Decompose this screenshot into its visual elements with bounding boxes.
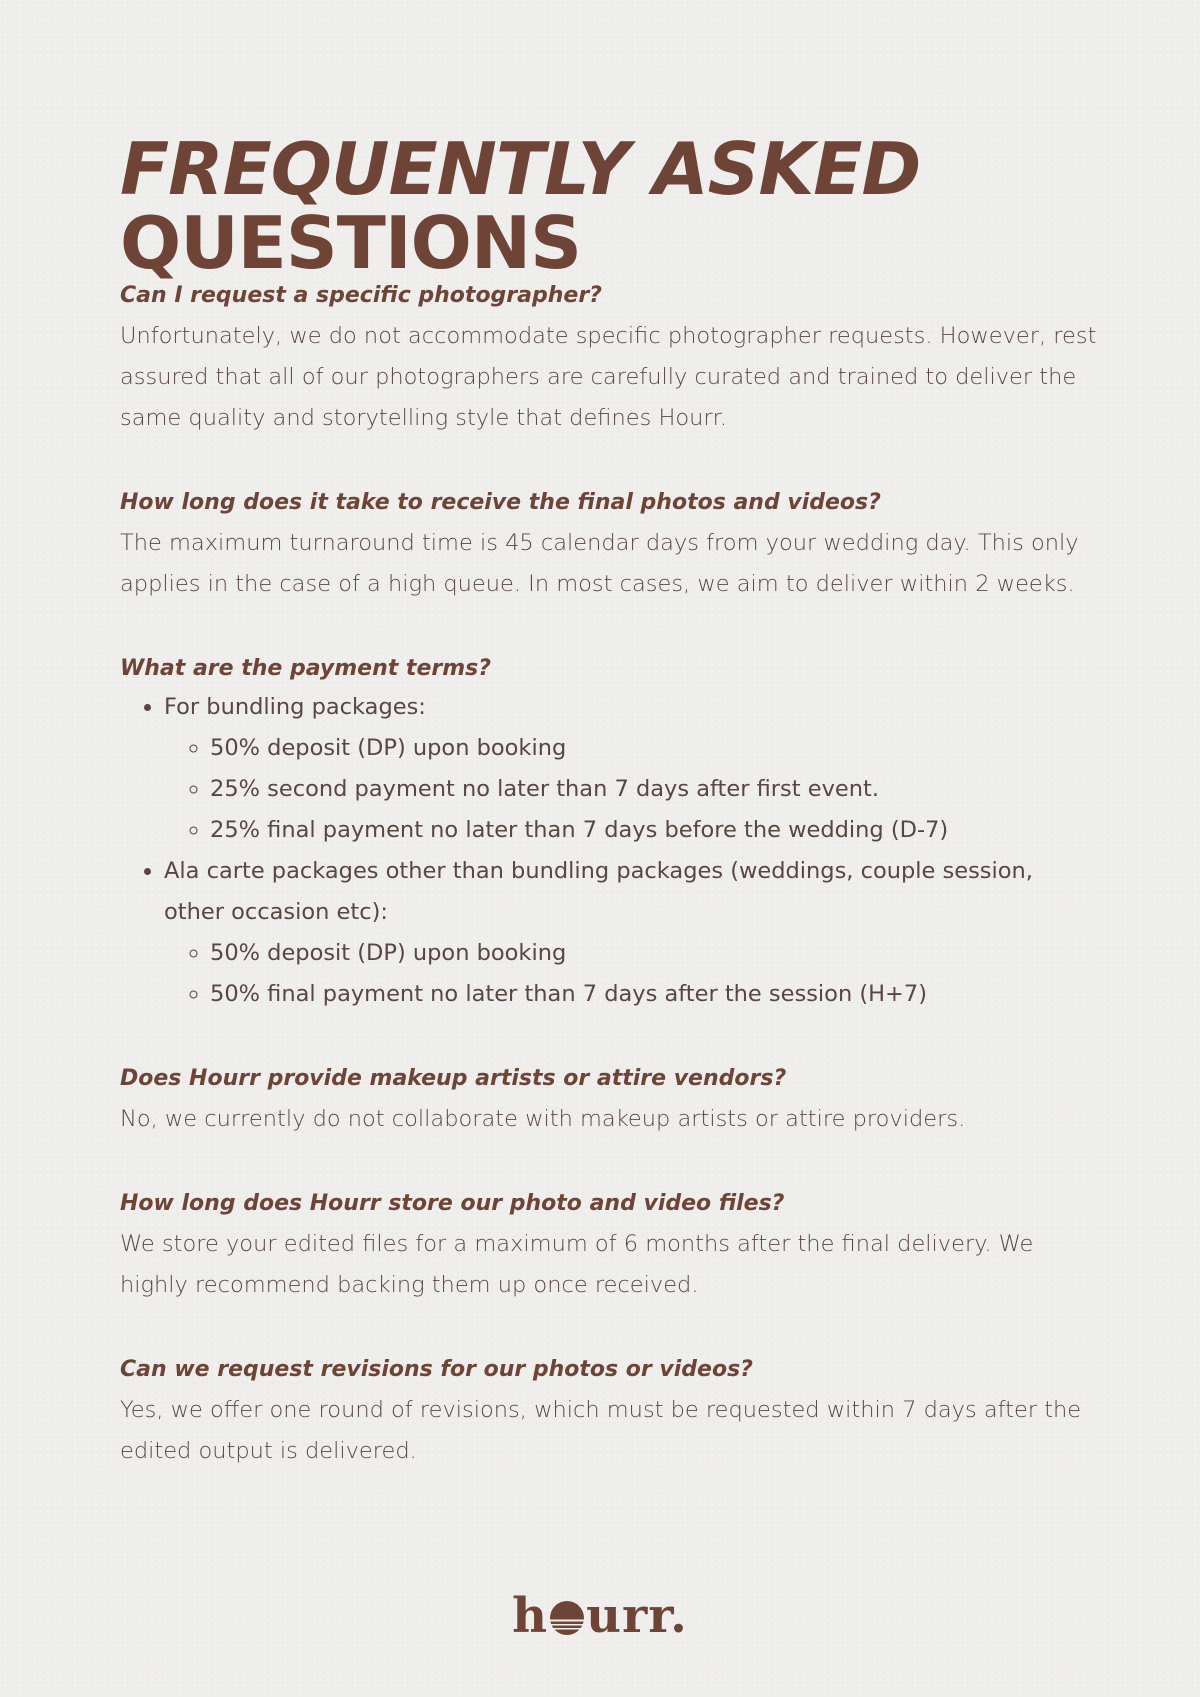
- payment-term: ◦ 25% final payment no later than 7 days before the wedding (D-7): [210, 810, 1100, 851]
- faq-question: Does Hourr provide makeup artists or attire vendors?: [120, 1066, 787, 1091]
- faq-answer: Yes, we offer one round of revisions, which must be requested within 7 days after the edited output is delivered.: [120, 1397, 1082, 1464]
- faq-answer: No, we currently do not collaborate with makeup artists or attire providers.: [120, 1106, 966, 1132]
- hourr-logo: [0, 1588, 1200, 1644]
- faq-item-photographer: [120, 282, 1100, 439]
- logo-text-prefix: h: [512, 1588, 549, 1644]
- faq-question: What are the payment terms?: [120, 656, 491, 681]
- faq-answer: We store your edited files for a maximum of 6 months after the final delivery. We highly recommend backing them up once received.: [120, 1231, 1034, 1298]
- page-title: [120, 127, 1100, 285]
- faq-item-vendors: [120, 1065, 1100, 1140]
- faq-item-storage: [120, 1190, 1100, 1306]
- logo-text-suffix: urr.: [586, 1588, 688, 1644]
- payment-terms-list: [164, 933, 1100, 1015]
- payment-group-bundling: [164, 687, 1100, 851]
- title-line-1: FREQUENTLY ASKED: [120, 127, 921, 211]
- faq-question: Can we request revisions for our photos or videos?: [120, 1357, 753, 1382]
- payment-term: ◦ 50% deposit (DP) upon booking: [210, 728, 1100, 769]
- payment-groups-list: [120, 687, 1100, 1015]
- faq-item-turnaround: [120, 489, 1100, 605]
- faq-item-revisions: [120, 1356, 1100, 1472]
- payment-group-label: Ala carte packages other than bundling packages (weddings, couple session, other occasion etc):: [164, 858, 1033, 925]
- payment-group-ala-carte: [164, 851, 1100, 1015]
- faq-question: How long does it take to receive the final photos and videos?: [120, 490, 881, 515]
- faq-question: Can I request a specific photographer?: [120, 283, 602, 308]
- faq-answer: Unfortunately, we do not accommodate specific photographer requests. However, rest assured that all of our photographers are carefully curated and trained to deliver the same quality and storytelling style that defines Hourr.: [120, 323, 1097, 431]
- payment-term: ◦ 50% deposit (DP) upon booking: [210, 933, 1100, 974]
- faq-question: How long does Hourr store our photo and video files?: [120, 1191, 785, 1216]
- faq-answer: The maximum turnaround time is 45 calendar days from your wedding day. This only applies in the case of a high queue. In most cases, we aim to deliver within 2 weeks.: [120, 530, 1079, 597]
- title-line-2: QUESTIONS: [120, 201, 581, 285]
- payment-term: ◦ 25% second payment no later than 7 days after first event.: [210, 769, 1100, 810]
- payment-group-label: For bundling packages:: [164, 694, 426, 720]
- payment-term: ◦ 50% final payment no later than 7 days after the session (H+7): [210, 974, 1100, 1015]
- faq-item-payment: [120, 655, 1100, 1015]
- payment-terms-list: [164, 728, 1100, 851]
- sunset-o-icon: [550, 1601, 584, 1635]
- faq-page: [120, 127, 1100, 1472]
